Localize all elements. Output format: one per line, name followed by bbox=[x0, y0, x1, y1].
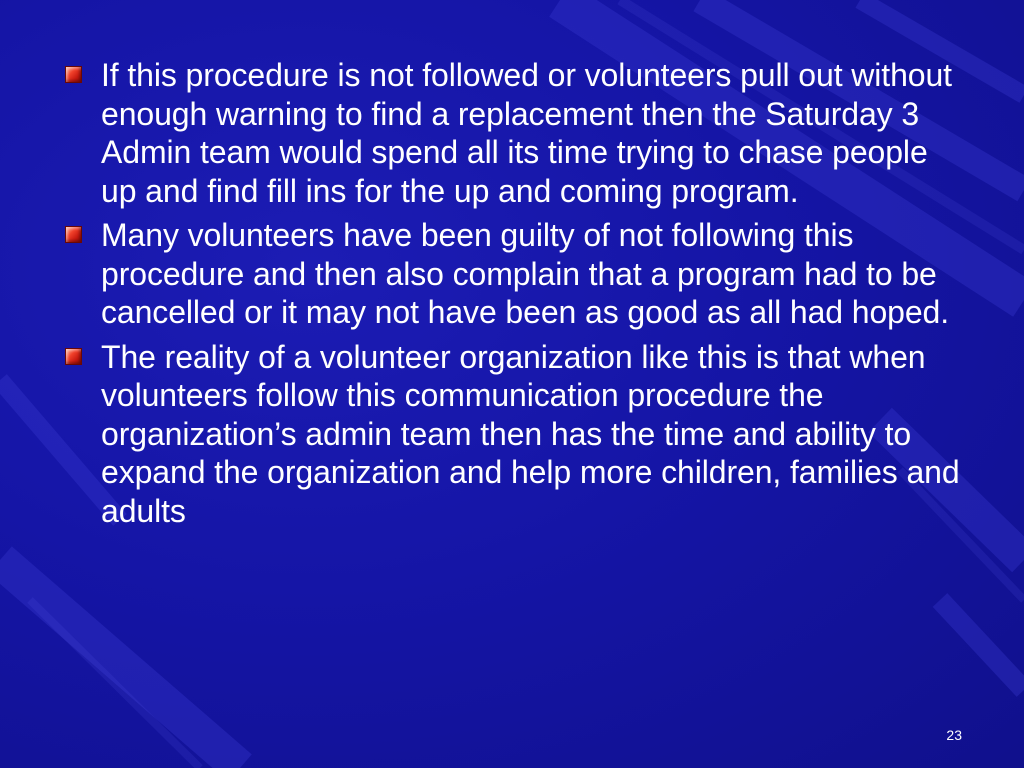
bullet-text-1: If this procedure is not followed or volunteers pull out without enough warning to find a replacement then the Saturday 3 Admin team would spend all its time trying to chase people up and find fill ins for the up and coming program. bbox=[101, 57, 952, 209]
bullet-item-1 bbox=[62, 56, 962, 210]
red-square-bullet-icon bbox=[65, 348, 82, 365]
bullet-text-2: Many volunteers have been guilty of not following this procedure and then also complain that a program had to be cancelled or it may not have been as good as all had hoped. bbox=[101, 217, 950, 330]
red-square-bullet-icon bbox=[65, 226, 82, 243]
bullet-text-3: The reality of a volunteer organization like this is that when volunteers follow this communication procedure the organization’s admin team then has the time and ability to expand the organization and help more children, families and adults bbox=[101, 338, 960, 529]
bullet-item-3 bbox=[62, 338, 962, 531]
bullet-item-2 bbox=[62, 216, 962, 332]
red-square-bullet-icon bbox=[65, 66, 82, 83]
page-number: 23 bbox=[946, 727, 962, 743]
bullet-list bbox=[62, 56, 962, 536]
